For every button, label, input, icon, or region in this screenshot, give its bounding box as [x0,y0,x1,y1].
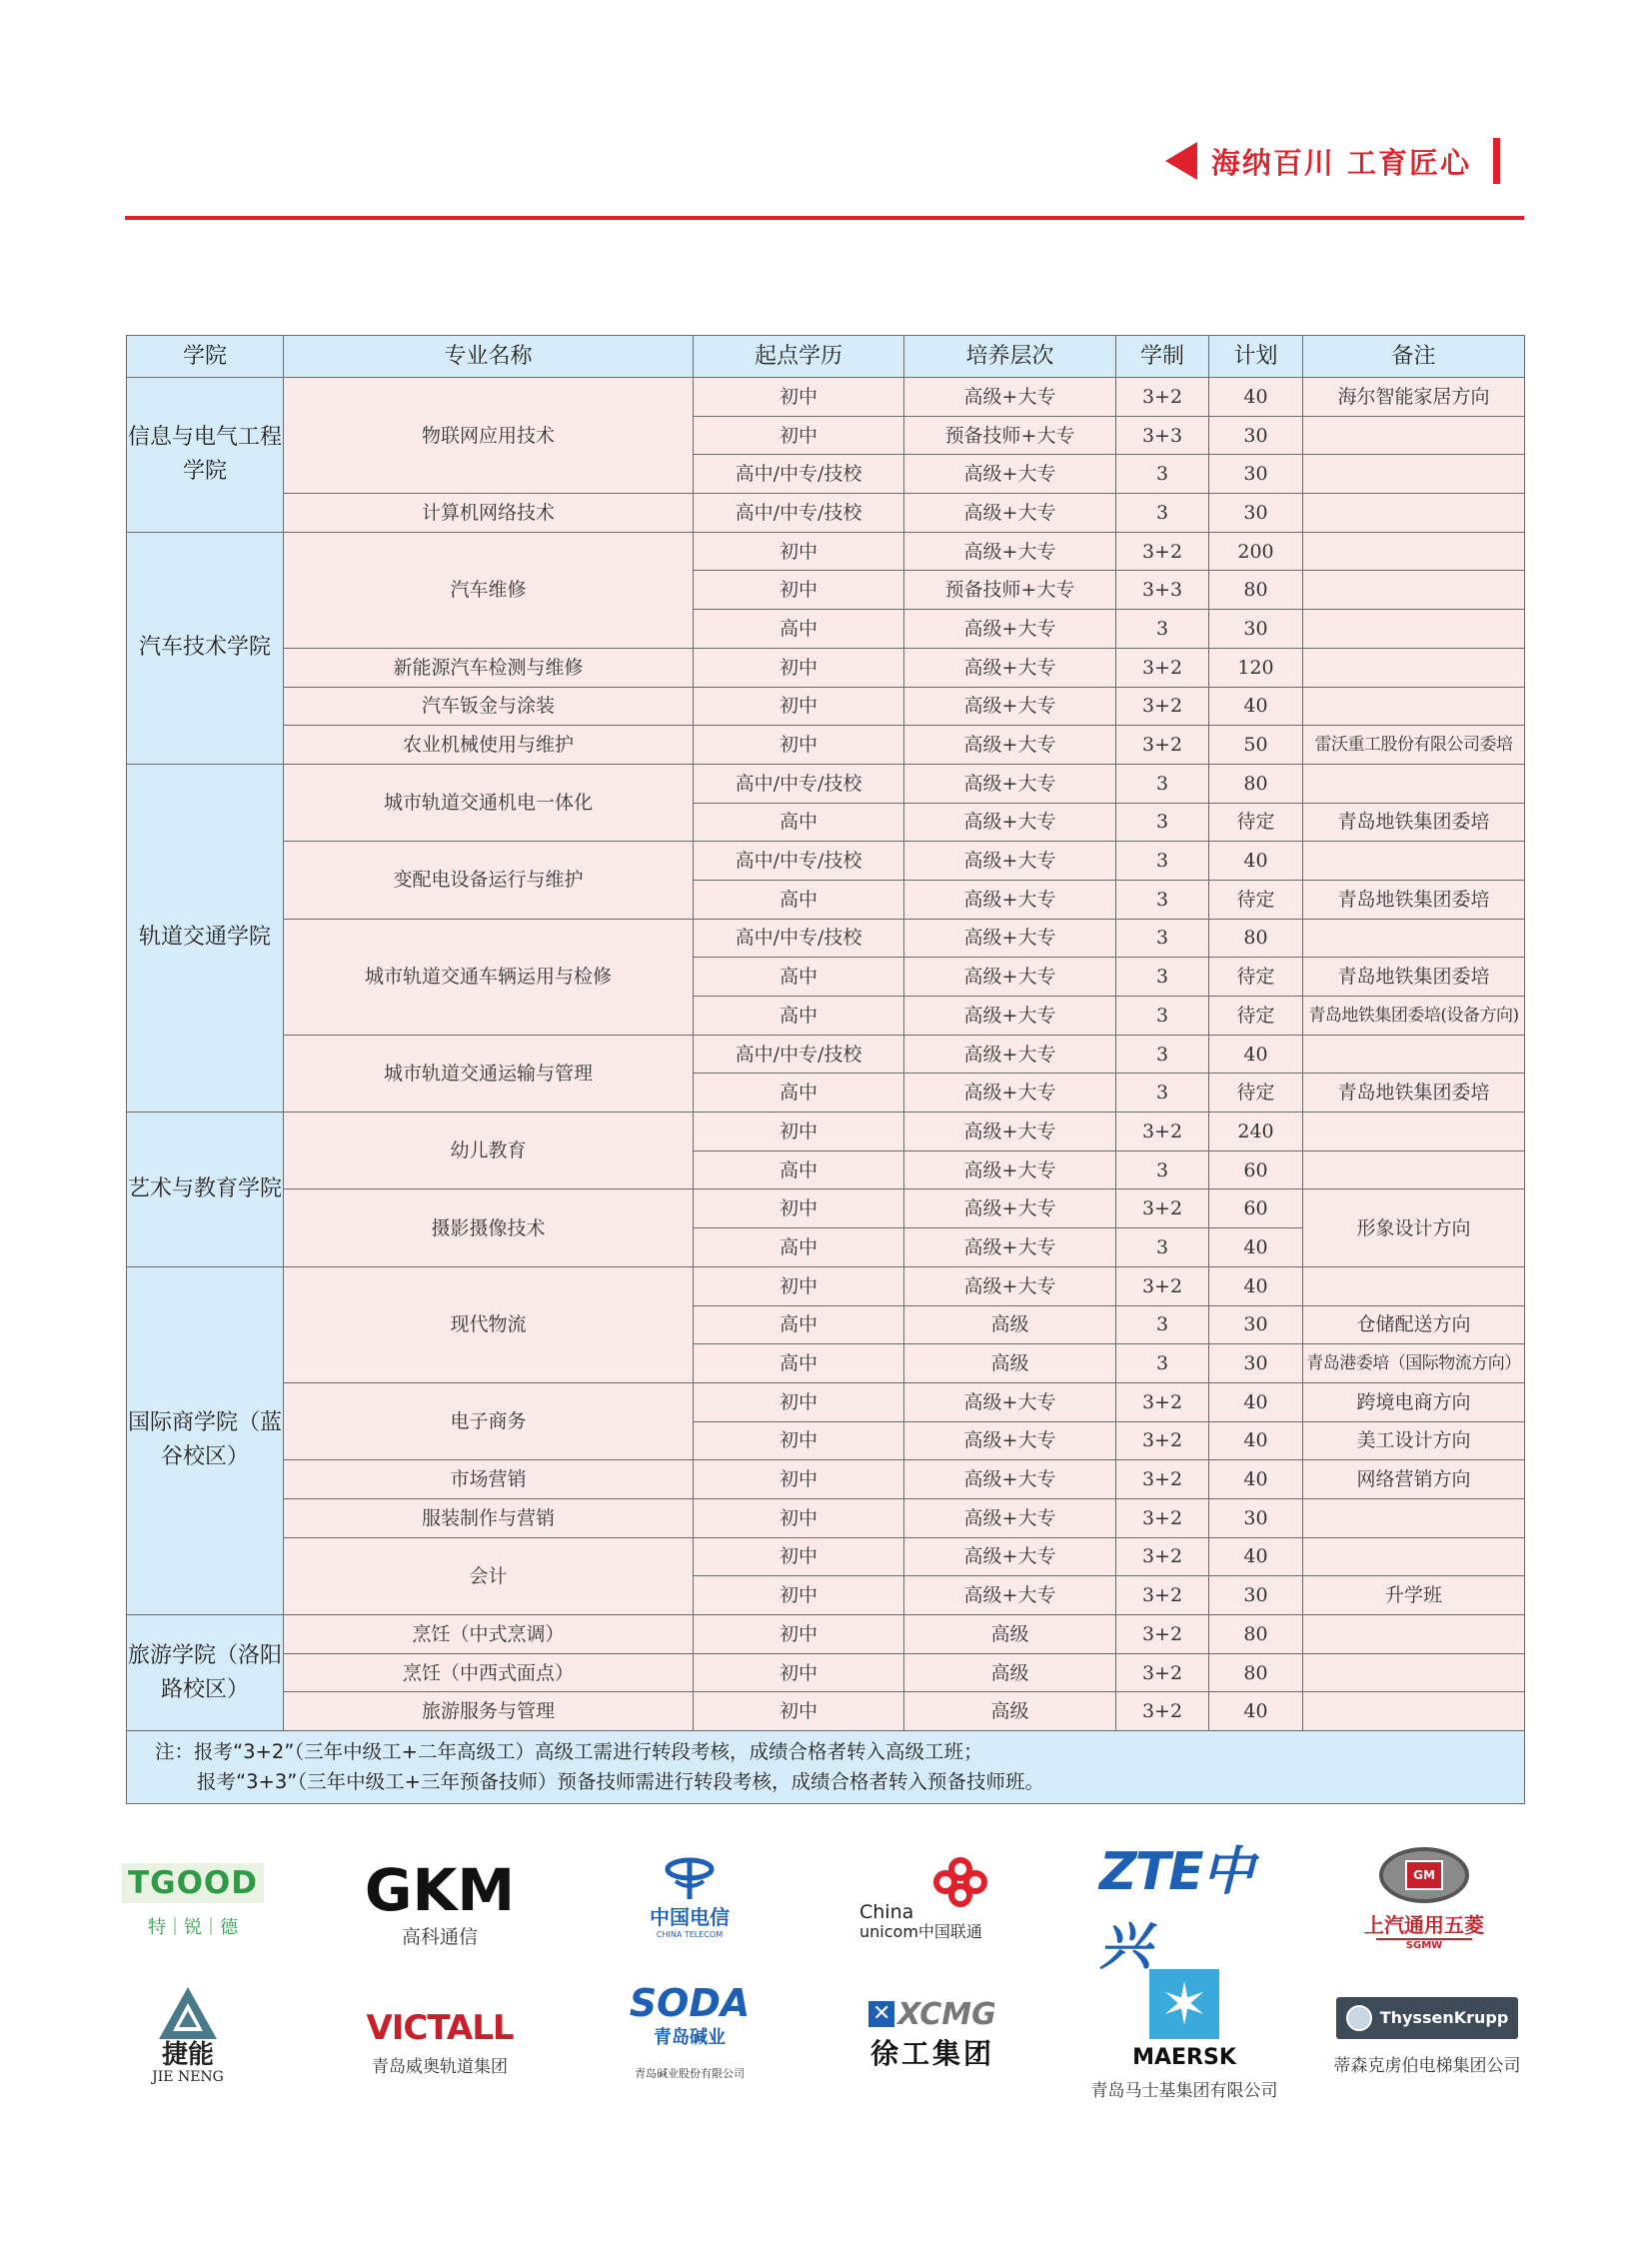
jieneng-logo [118,1979,258,2091]
major-cell: 市场营销 [284,1460,694,1499]
note-line-1: 注：报考“3+2”（三年中级工+二年高级工）高级工需进行转段考核，成绩合格者转入高级工班； [155,1740,983,1764]
major-cell: 旅游服务与管理 [284,1692,694,1731]
slogan-bar [1493,138,1500,184]
thyssen-emblem-icon [1346,2005,1372,2031]
duration-cell: 3+2 [1116,532,1209,571]
table-body [127,378,1525,1731]
level-cell: 高级+大专 [904,1150,1116,1189]
plan-cell: 200 [1209,532,1303,571]
soda-sub: 青岛碱业 [654,2027,726,2048]
duration-cell: 3 [1116,494,1209,533]
start-cell: 高中 [694,997,904,1036]
xcmg-mark [868,1997,996,2032]
level-cell: 高级+大专 [904,1498,1116,1537]
duration-cell: 3 [1116,1228,1209,1267]
plan-cell: 待定 [1209,997,1303,1036]
start-cell: 初中 [694,1615,904,1654]
plan-cell: 30 [1209,1344,1303,1383]
remark-cell: 海尔智能家居方向 [1303,378,1525,417]
duration-cell: 3 [1116,1074,1209,1113]
plan-cell: 待定 [1209,880,1303,919]
level-cell: 高级+大专 [904,1576,1116,1615]
major-cell: 服装制作与营销 [284,1498,694,1537]
plan-cell: 80 [1209,919,1303,958]
level-cell: 高级+大专 [904,610,1116,649]
plan-cell: 60 [1209,1189,1303,1228]
level-cell: 高级+大专 [904,842,1116,881]
table-note [127,1731,1525,1804]
level-cell: 高级+大专 [904,997,1116,1036]
plan-cell: 40 [1209,1266,1303,1305]
remark-cell: 网络营销方向 [1303,1460,1525,1499]
duration-cell: 3+2 [1116,1189,1209,1228]
plan-cell: 30 [1209,416,1303,455]
tgood-name: TGOOD [122,1863,264,1903]
remark-cell [1303,919,1525,958]
level-cell: 高级+大专 [904,687,1116,726]
start-cell: 高中/中专/技校 [694,764,904,803]
remark-cell: 雷沃重工股份有限公司委培 [1303,726,1525,765]
table-row [127,726,1525,765]
duration-cell: 3+2 [1116,1653,1209,1692]
start-cell: 高中 [694,1344,904,1383]
start-cell: 高中 [694,958,904,997]
plan-cell: 40 [1209,842,1303,881]
tgood-logo [128,1861,258,1941]
duration-cell: 3 [1116,610,1209,649]
table-row [127,1498,1525,1537]
major-cell: 汽车维修 [284,532,694,648]
xcmg-name: XCMG [897,1996,996,2032]
jieneng-triangle-icon [157,1985,219,2041]
table-row [127,1460,1525,1499]
plan-cell: 待定 [1209,1074,1303,1113]
plan-cell: 30 [1209,610,1303,649]
duration-cell: 3 [1116,997,1209,1036]
remark-cell: 升学班 [1303,1576,1525,1615]
table-row [127,1653,1525,1692]
start-cell: 高中/中专/技校 [694,919,904,958]
major-cell: 烹饪（中西式面点） [284,1653,694,1692]
major-cell: 新能源汽车检测与维修 [284,648,694,687]
gm-badge: GM [1405,1860,1443,1890]
soda-logo [610,1977,770,2087]
soda-caption: 青岛碱业股份有限公司 [635,2067,745,2080]
start-cell: 初中 [694,532,904,571]
enrollment-table [126,335,1525,1804]
gkm-name: GKM [364,1855,516,1924]
major-cell: 汽车钣金与涂装 [284,687,694,726]
level-cell: 高级+大专 [904,1189,1116,1228]
level-cell: 高级 [904,1615,1116,1654]
start-cell: 初中 [694,1653,904,1692]
start-cell: 初中 [694,571,904,610]
major-cell: 幼儿教育 [284,1113,694,1189]
maersk-logo [1089,1969,1279,2101]
major-cell: 城市轨道交通车辆运用与检修 [284,919,694,1035]
start-cell: 高中 [694,1150,904,1189]
duration-cell: 3+2 [1116,1460,1209,1499]
thyssenkrupp-logo [1329,1991,1525,2081]
level-cell: 高级+大专 [904,1460,1116,1499]
remark-cell: 青岛港委培（国际物流方向） [1303,1344,1525,1383]
table-row [127,494,1525,533]
plan-cell: 40 [1209,1228,1303,1267]
duration-cell: 3 [1116,1305,1209,1344]
duration-cell: 3 [1116,455,1209,494]
start-cell: 初中 [694,378,904,417]
table-row [127,1266,1525,1305]
tgood-caption: 特｜锐｜德 [148,1917,238,1938]
unicom-name-2: unicom中国联通 [859,1922,982,1941]
start-cell: 初中 [694,1113,904,1151]
table-row [127,919,1525,958]
start-cell: 初中 [694,1460,904,1499]
table-row [127,378,1525,417]
major-cell: 计算机网络技术 [284,494,694,533]
jieneng-name: 捷能 [161,2040,214,2070]
plan-cell: 40 [1209,1460,1303,1499]
college-cell: 艺术与教育学院 [127,1113,284,1267]
remark-cell [1303,1498,1525,1537]
level-cell: 高级+大专 [904,648,1116,687]
level-cell: 高级+大专 [904,378,1116,417]
remark-cell [1303,1653,1525,1692]
table-row [127,842,1525,881]
remark-cell [1303,455,1525,494]
telecom-caption: CHINA TELECOM [656,1930,724,1939]
level-cell: 高级+大专 [904,494,1116,533]
note-row [127,1731,1525,1804]
remark-cell [1303,610,1525,649]
duration-cell: 3+2 [1116,1692,1209,1731]
major-cell: 物联网应用技术 [284,378,694,494]
zte-name: ZTE中兴 [1099,1842,1252,1977]
victall-caption: 青岛威奥轨道集团 [372,2056,508,2077]
table-row [127,1035,1525,1074]
gkm-logo [360,1855,520,1949]
level-cell: 高级+大专 [904,1035,1116,1074]
level-cell: 高级 [904,1344,1116,1383]
xcmg-x-icon: ✕ [868,2001,894,2027]
level-cell: 高级+大专 [904,1382,1116,1421]
duration-cell: 3 [1116,1344,1209,1383]
header-divider [125,216,1524,220]
duration-cell: 3+3 [1116,571,1209,610]
header-college: 学院 [127,336,284,378]
plan-cell: 40 [1209,687,1303,726]
major-cell: 变配电设备运行与维护 [284,842,694,919]
plan-cell: 40 [1209,1382,1303,1421]
start-cell: 初中 [694,726,904,765]
duration-cell: 3+2 [1116,726,1209,765]
major-cell: 摄影摄像技术 [284,1189,694,1266]
plan-cell: 80 [1209,764,1303,803]
remark-cell: 青岛地铁集团委培 [1303,1074,1525,1113]
remark-cell: 形象设计方向 [1303,1189,1525,1266]
start-cell: 高中/中专/技校 [694,842,904,881]
plan-cell: 待定 [1209,958,1303,997]
victall-name: VICTALL [366,2007,514,2048]
duration-cell: 3+2 [1116,378,1209,417]
major-cell: 城市轨道交通机电一体化 [284,764,694,841]
duration-cell: 3 [1116,1035,1209,1074]
start-cell: 高中/中专/技校 [694,1035,904,1074]
table-row [127,1537,1525,1576]
college-cell: 轨道交通学院 [127,764,284,1112]
plan-cell: 30 [1209,455,1303,494]
china-unicom-logo [859,1857,1009,1947]
remark-cell [1303,1150,1525,1189]
telecom-swirl-icon [662,1855,718,1901]
xcmg-logo [857,1994,1007,2074]
duration-cell: 3 [1116,803,1209,842]
duration-cell: 3 [1116,958,1209,997]
start-cell: 高中 [694,880,904,919]
remark-cell [1303,571,1525,610]
major-cell: 烹饪（中式烹调） [284,1615,694,1654]
plan-cell: 60 [1209,1150,1303,1189]
china-telecom-logo [640,1847,740,1947]
plan-cell: 50 [1209,726,1303,765]
duration-cell: 3+3 [1116,416,1209,455]
victall-logo [355,2004,525,2080]
telecom-name: 中国电信 [650,1905,730,1929]
level-cell: 高级+大专 [904,919,1116,958]
level-cell: 高级+大专 [904,764,1116,803]
college-cell: 国际商学院（蓝谷校区） [127,1266,284,1614]
duration-cell: 3+2 [1116,687,1209,726]
remark-cell [1303,1266,1525,1305]
duration-cell: 3+2 [1116,1266,1209,1305]
plan-cell: 240 [1209,1113,1303,1151]
header-remark: 备注 [1303,336,1525,378]
remark-cell: 青岛地铁集团委培(设备方向) [1303,997,1525,1036]
duration-cell: 3 [1116,1150,1209,1189]
thyssen-plate [1336,1997,1519,2039]
major-cell: 城市轨道交通运输与管理 [284,1035,694,1112]
level-cell: 高级 [904,1305,1116,1344]
duration-cell: 3+2 [1116,1576,1209,1615]
maersk-name: MAERSK [1132,2045,1236,2070]
table-row [127,532,1525,571]
major-cell: 农业机械使用与维护 [284,726,694,765]
level-cell: 高级 [904,1692,1116,1731]
plan-cell: 30 [1209,494,1303,533]
level-cell: 高级+大专 [904,958,1116,997]
plan-cell: 40 [1209,1537,1303,1576]
maersk-star-icon: ✶ [1149,1969,1219,2039]
header-slogan [1165,138,1500,184]
start-cell: 高中 [694,1305,904,1344]
start-cell: 高中/中专/技校 [694,455,904,494]
remark-cell: 仓储配送方向 [1303,1305,1525,1344]
table-header-row [127,336,1525,378]
duration-cell: 3+2 [1116,648,1209,687]
major-cell: 现代物流 [284,1266,694,1382]
level-cell: 高级+大专 [904,726,1116,765]
duration-cell: 3+2 [1116,1382,1209,1421]
sgmw-badge-icon [1379,1847,1469,1903]
level-cell: 高级 [904,1653,1116,1692]
level-cell: 预备技师+大专 [904,571,1116,610]
remark-cell: 青岛地铁集团委培 [1303,958,1525,997]
duration-cell: 3 [1116,842,1209,881]
maersk-caption: 青岛马士基集团有限公司 [1090,2081,1278,2101]
remark-cell: 青岛地铁集团委培 [1303,880,1525,919]
start-cell: 初中 [694,1576,904,1615]
start-cell: 初中 [694,1266,904,1305]
remark-cell [1303,1537,1525,1576]
left-arrow-icon [1165,142,1197,180]
major-cell: 电子商务 [284,1382,694,1459]
start-cell: 高中/中专/技校 [694,494,904,533]
plan-cell: 80 [1209,1615,1303,1654]
start-cell: 初中 [694,1537,904,1576]
soda-name: SODA [629,1981,751,2025]
remark-cell [1303,494,1525,533]
remark-cell: 跨境电商方向 [1303,1382,1525,1421]
start-cell: 初中 [694,1382,904,1421]
college-cell: 汽车技术学院 [127,532,284,764]
thyssen-name: ThyssenKrupp [1379,2008,1509,2027]
zte-logo [1099,1842,1269,1977]
duration-cell: 3 [1116,764,1209,803]
unicom-knot-icon [925,1857,995,1907]
plan-cell: 120 [1209,648,1303,687]
note-line-2: 报考“3+3”（三年中级工+三年预备技师）预备技师需进行转段考核，成绩合格者转入预备技师班。 [197,1770,1044,1794]
header-major: 专业名称 [284,336,694,378]
start-cell: 高中 [694,610,904,649]
plan-cell: 80 [1209,571,1303,610]
college-cell: 旅游学院（洛阳路校区） [127,1615,284,1731]
plan-cell: 30 [1209,1576,1303,1615]
header-start: 起点学历 [694,336,904,378]
plan-cell: 40 [1209,1035,1303,1074]
plan-cell: 80 [1209,1653,1303,1692]
duration-cell: 3+2 [1116,1498,1209,1537]
remark-cell: 青岛地铁集团委培 [1303,803,1525,842]
start-cell: 初中 [694,416,904,455]
remark-cell [1303,764,1525,803]
plan-cell: 40 [1209,378,1303,417]
gkm-caption: 高科通信 [401,1925,478,1948]
level-cell: 高级+大专 [904,1074,1116,1113]
remark-cell [1303,1035,1525,1074]
header-duration: 学制 [1116,336,1209,378]
header-plan: 计划 [1209,336,1303,378]
plan-cell: 40 [1209,1421,1303,1460]
duration-cell: 3+2 [1116,1537,1209,1576]
table-row [127,1113,1525,1151]
start-cell: 初中 [694,1498,904,1537]
table-row [127,1692,1525,1731]
thyssen-caption: 蒂森克虏伯电梯集团公司 [1333,2055,1521,2076]
remark-cell [1303,532,1525,571]
level-cell: 高级+大专 [904,1113,1116,1151]
level-cell: 高级+大专 [904,880,1116,919]
remark-cell [1303,687,1525,726]
level-cell: 高级+大专 [904,532,1116,571]
table-row [127,1189,1525,1228]
xcmg-sub: 徐工集团 [869,2036,994,2070]
level-cell: 预备技师+大专 [904,416,1116,455]
table-row [127,764,1525,803]
plan-cell: 30 [1209,1305,1303,1344]
level-cell: 高级+大专 [904,1228,1116,1267]
level-cell: 高级+大专 [904,803,1116,842]
start-cell: 初中 [694,1421,904,1460]
duration-cell: 3+2 [1116,1615,1209,1654]
table-row [127,687,1525,726]
level-cell: 高级+大专 [904,455,1116,494]
start-cell: 高中 [694,803,904,842]
major-cell: 会计 [284,1537,694,1614]
header-level: 培养层次 [904,336,1116,378]
duration-cell: 3+2 [1116,1421,1209,1460]
duration-cell: 3 [1116,919,1209,958]
table-row [127,1615,1525,1654]
sgmw-name: 上汽通用五菱 [1364,1913,1484,1937]
start-cell: 初中 [694,1189,904,1228]
college-cell: 信息与电气工程学院 [127,378,284,533]
plan-cell: 待定 [1209,803,1303,842]
level-cell: 高级+大专 [904,1421,1116,1460]
level-cell: 高级+大专 [904,1537,1116,1576]
remark-cell: 美工设计方向 [1303,1421,1525,1460]
table-row [127,1382,1525,1421]
duration-cell: 3 [1116,880,1209,919]
sgmw-caption: SGMW [1376,1938,1472,1951]
slogan-text: 海纳百川 工育匠心 [1210,145,1471,180]
start-cell: 初中 [694,687,904,726]
level-cell: 高级+大专 [904,1266,1116,1305]
duration-cell: 3+2 [1116,1113,1209,1151]
jieneng-caption: JIE NENG [152,2069,224,2085]
remark-cell [1303,1692,1525,1731]
plan-cell: 40 [1209,1692,1303,1731]
unicom-name-1: China [859,1901,914,1923]
remark-cell [1303,416,1525,455]
remark-cell [1303,1615,1525,1654]
start-cell: 高中 [694,1074,904,1113]
table-row [127,648,1525,687]
remark-cell [1303,842,1525,881]
start-cell: 高中 [694,1228,904,1267]
sgmw-logo [1349,1847,1499,1951]
remark-cell [1303,1113,1525,1151]
start-cell: 初中 [694,1692,904,1731]
remark-cell [1303,648,1525,687]
plan-cell: 30 [1209,1498,1303,1537]
start-cell: 初中 [694,648,904,687]
